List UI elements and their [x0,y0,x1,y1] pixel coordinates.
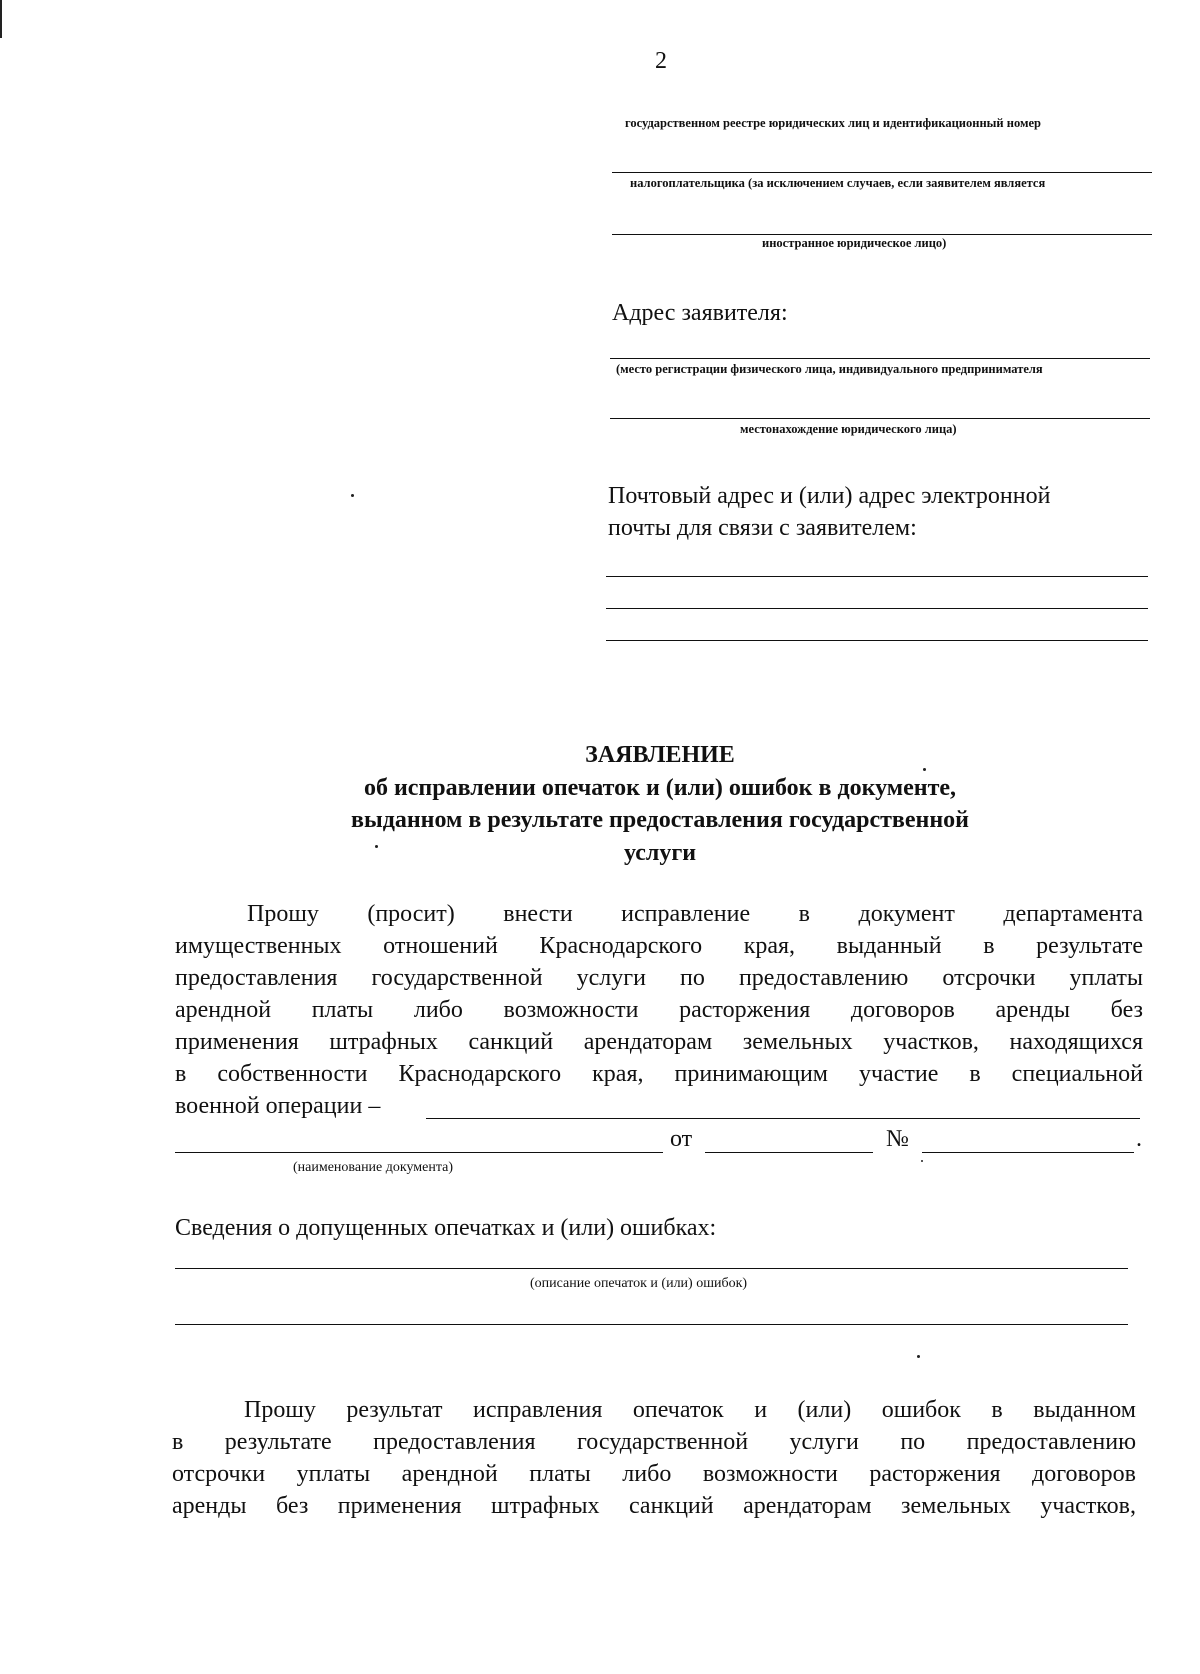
scan-speck [921,1160,923,1162]
document-name-caption: (наименование документа) [293,1160,454,1175]
postal-rule-3 [606,640,1148,641]
paragraph-line: применения штрафных санкций арендаторам земельных участков, находящихся [175,1029,1143,1055]
operation-blank-rule [426,1118,1140,1119]
paragraph-line: Прошу результат исправления опечаток и (или) ошибок в выданном [244,1397,1136,1423]
scan-speck [351,494,354,497]
postal-rule-2 [606,608,1148,609]
end-period: . [1136,1126,1142,1152]
errors-label: Сведения о допущенных опечатках и (или) ошибках: [175,1215,717,1241]
date-blank-rule [705,1152,873,1153]
paragraph-line: военной операции – [175,1093,381,1119]
paragraph-line: аренды без применения штрафных санкций арендаторам земельных участков, [172,1493,1136,1519]
postal-rule-1 [606,576,1148,577]
address-rule-1 [610,358,1150,359]
paragraph-line: в результате предоставления государственной услуги по предоставлению [172,1429,1136,1455]
scan-speck [375,845,378,848]
address-caption-line1: (место регистрации физического лица, индивидуального предпринимателя [616,362,1043,376]
result-paragraph [172,1394,1136,1522]
registry-caption-line2: налогоплательщика (за исключением случаев, если заявителем является [630,176,1046,190]
document-subtitle-line1: об исправлении опечаток и (или) ошибок в документе, [363,775,957,801]
header-rule-2 [612,234,1152,235]
request-paragraph [175,898,1143,1122]
address-caption-line2: местонахождение юридического лица) [740,422,957,436]
scan-edge-mark [0,0,2,38]
postal-label-line2: почты для связи с заявителем: [608,515,917,541]
number-blank-rule [922,1152,1134,1153]
paragraph-line: отсрочки уплаты арендной платы либо возможности расторжения договоров [172,1461,1136,1487]
from-label: от [670,1126,693,1152]
header-rule-1 [612,172,1152,173]
number-label: № [886,1126,909,1152]
paragraph-line: в собственности Краснодарского края, принимающим участие в специальной [175,1061,1143,1087]
document-title: ЗАЯВЛЕНИЕ [585,742,735,768]
postal-label-line1: Почтовый адрес и (или) адрес электронной [608,483,1051,509]
registry-caption-line3: иностранное юридическое лицо) [762,236,947,250]
errors-rule-2 [175,1324,1128,1325]
paragraph-line: Прошу (просит) внести исправление в документ департамента [247,901,1143,927]
document-subtitle-line3: услуги [623,840,697,866]
registry-caption-line1: государственном реестре юридических лиц и идентификационный номер [625,116,1041,130]
scan-speck [917,1355,920,1358]
paragraph-line: предоставления государственной услуги по предоставлению отсрочки уплаты [175,965,1143,991]
applicant-address-label: Адрес заявителя: [612,300,788,326]
address-rule-2 [610,418,1150,419]
paragraph-line: арендной платы либо возможности расторжения договоров аренды без [175,997,1143,1023]
scan-speck [923,768,926,771]
paragraph-line: имущественных отношений Краснодарского края, выданный в результате [175,933,1143,959]
document-name-rule [175,1152,663,1153]
errors-rule-1 [175,1268,1128,1269]
page-number: 2 [655,48,667,74]
document-subtitle-line2: выданном в результате предоставления государственной [351,807,969,833]
errors-caption: (описание опечаток и (или) ошибок) [530,1276,748,1291]
